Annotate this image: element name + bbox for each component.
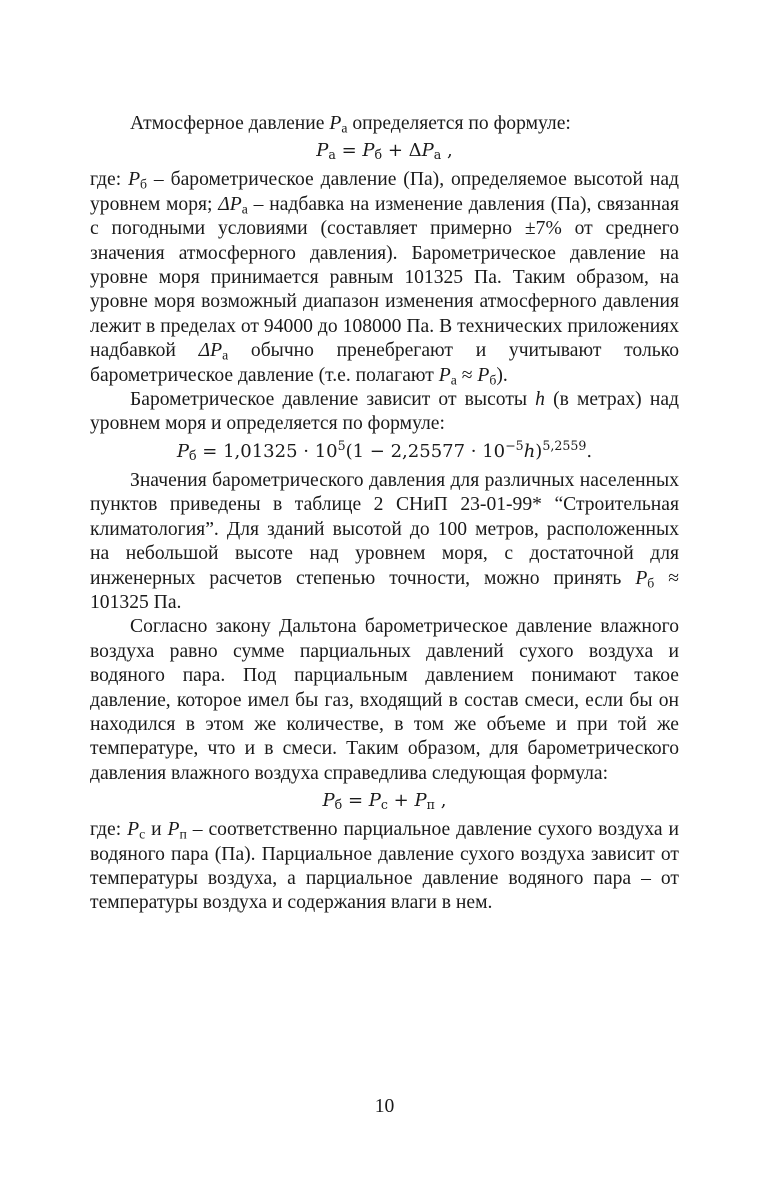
- page-number: 10: [374, 1096, 395, 1117]
- formula-atmospheric-pressure: $P_а = P_б + \Delta P_а$ ,: [316, 140, 453, 163]
- formula-barometric-altitude: $P_б = 1,01325 \cdot 10^5(1 - 2,25577 \cdot 10^{-5}h)^{5,2559}$.: [176, 437, 593, 464]
- paragraph-partial-pressures: где: $P_с$ и $P_п$ – соответственно парциальное давление сухого воздуха и водяного пара (Па). Парциальное давление сухого воздуха зависит от температуры воздуха, а парциальное давление водяного пара – от температуры воздуха и содержания влаги в нем.: [90, 819, 679, 914]
- paragraph-where-definitions: где: $P_б$ – барометрическое давление (Па), определяемое высотой над уровнем моря; $\Delta P_а$ – надбавка на изменение давления (Па), связанная с погодными условиями (составляет примерно ±7% от среднего значения атмосферного давления). Барометрическое давление на уровне моря принимается равным 101325 Па. Таким образом, на уровне моря возможный диапазон изменения атмосферного давления лежит в пределах от 94000 до 108000 Па. В технических приложениях надбавкой $\Delta P_а$ обычно пренебрегают и учитывают только барометрическое давление (т.е. полагают $P_а \approx P_б$).: [90, 169, 680, 388]
- paragraph-dalton-law: Согласно закону Дальтона барометрическое давление влажного воздуха равно сумме парциальных давлений сухого воздуха и водяного пара. Под парциальным давлением понимают такое давление, которое имел бы газ, входящий в состав смеси, если бы он находился в этом же количестве, в том же объеме и при той же температуре, что и в смеси. Таким образом, для барометрического давления влажного воздуха справедлива следующая формула:: [90, 616, 679, 784]
- paragraph-barometric-altitude: Барометрическое давление зависит от высоты h (в метрах) над уровнем моря и определяется по формуле:: [90, 389, 679, 435]
- page-body: [90, 112, 679, 916]
- paragraph-snip-values: Значения барометрического давления для различных населенных пунктов приведены в таблице 2 СНиП 23-01-99* “Строительная климатология”. Для зданий высотой до 100 метров, расположенных на небольшой высоте над уровнем моря, с достаточной для инженерных расчетов степенью точности, можно принять $P_б \approx 101325$ Па.: [90, 469, 679, 613]
- paragraph-atmospheric-pressure: Атмосферное давление $P_а$ определяется по формуле:: [130, 113, 571, 136]
- formula-dalton: $P_б = P_с + P_п$ ,: [322, 790, 447, 813]
